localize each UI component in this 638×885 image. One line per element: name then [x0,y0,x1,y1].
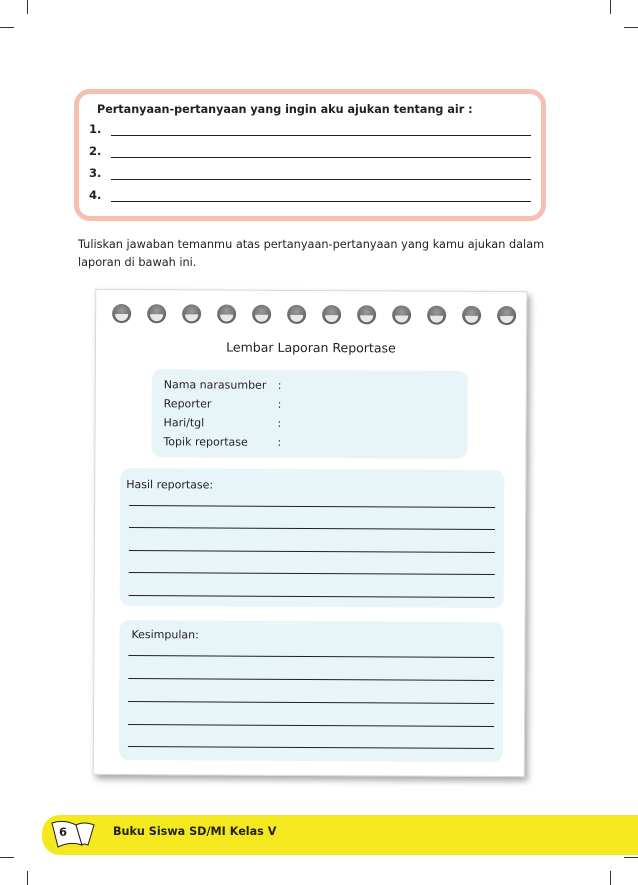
answer-rule [111,179,531,180]
binder-hole-icon [217,305,236,324]
crop-mark [27,0,28,14]
field-label: Hari/tgl [163,416,205,430]
info-row[interactable] [164,397,282,411]
book-title: Buku Siswa SD/MI Kelas V [113,825,277,838]
writing-line[interactable] [128,724,494,727]
field-separator: : [277,416,282,430]
binder-hole-icon [497,306,516,325]
field-label: Nama narasumber [163,378,267,392]
field-label: Reporter [163,397,212,411]
question-box [74,89,546,221]
open-book-icon [48,819,100,851]
info-row[interactable] [164,416,282,430]
writing-line[interactable] [128,678,494,681]
field-label: Topik reportase [163,435,248,449]
crop-mark [624,27,638,28]
binder-hole-icon [392,305,411,324]
question-line[interactable] [89,166,531,182]
report-title: Lembar Laporan Reportase [226,339,396,356]
binder-hole-icon [147,304,166,323]
writing-line[interactable] [128,655,494,658]
field-separator: : [277,378,282,392]
binder-hole-icon [357,305,376,324]
crop-mark [0,27,14,28]
question-line[interactable] [89,188,531,204]
writing-line[interactable] [129,505,495,508]
crop-mark [0,857,14,858]
writing-line[interactable] [128,746,494,749]
info-row[interactable] [163,435,281,449]
crop-mark [610,0,611,14]
info-row[interactable] [164,378,282,392]
result-label: Hasil reportase: [126,478,214,492]
writing-line[interactable] [129,527,495,530]
writing-line[interactable] [129,572,495,575]
binder-hole-icon [252,305,271,324]
question-number: 4. [89,188,102,202]
binder-hole-icon [182,304,201,323]
crop-mark [27,871,28,885]
binder-hole-icon [112,304,131,323]
field-separator: : [277,435,282,449]
binder-hole-icon [322,305,341,324]
page-number: 6 [59,825,68,839]
report-sheet [93,289,528,777]
instruction-text: Tuliskan jawaban temanmu atas pertanyaan-pertanyaan yang kamu ajukan dalam laporan di bawah ini. [78,238,545,269]
crop-mark [624,857,638,858]
question-box-title: Pertanyaan-pertanyaan yang ingin aku ajukan tentang air : [97,103,473,116]
question-line[interactable] [89,144,531,160]
conclusion-panel [119,620,504,762]
binder-hole-icon [287,305,306,324]
answer-rule [111,201,531,202]
answer-rule [111,135,531,136]
question-number: 2. [89,144,102,158]
question-number: 1. [89,122,102,136]
crop-mark [610,871,611,885]
question-number: 3. [89,166,102,180]
result-panel [120,468,505,608]
writing-line[interactable] [129,595,495,598]
answer-rule [111,157,531,158]
conclusion-label: Kesimpulan: [131,628,199,642]
binder-hole-icon [427,306,446,325]
info-panel [151,369,467,459]
writing-line[interactable] [128,701,494,704]
question-line[interactable] [89,122,531,138]
writing-line[interactable] [129,550,495,553]
field-separator: : [277,397,282,411]
binder-hole-icon [462,306,481,325]
